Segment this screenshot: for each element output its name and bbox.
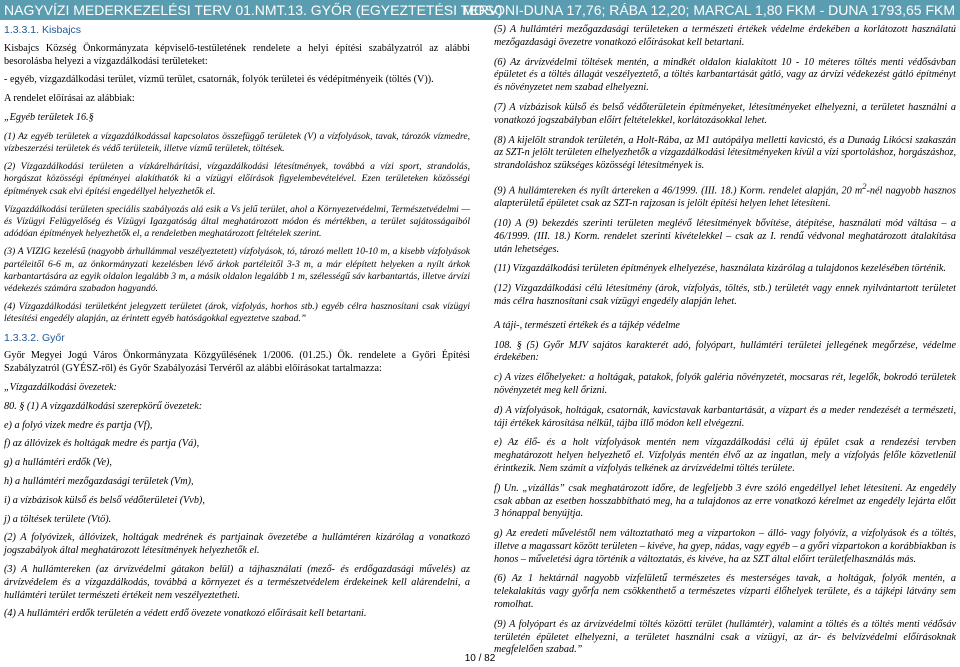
paragraph: (2) Vízgazdálkodási területen a vízkárelhárítási, vízgazdálkodási létesítmények, továbbá a vízi sport, strandolás, horgászat közösségi építményei alakíthatók ki a vízügyi előírások figyelembevételével. Ezen területeken közösségi építmények csak elvi építési engedéllyel helyezhetők el. (4, 161, 470, 197)
paragraph: (8) A kijelölt strandok területén, a Holt-Rába, az M1 autópálya melletti kavicstó, és a Dunaág Likócsi szakaszán az SZT-n jelölt területen elhelyezhetők a vízgazdálkodási létesítményeken kívül a vízi sportoláshoz, horgászáshoz, strandoláshoz szükséges közösségi létesítmények is. (494, 134, 956, 172)
right-column (494, 24, 956, 664)
section-heading-kisbajcs: 1.3.3.1. Kisbajcs (4, 24, 82, 36)
paragraph: Vízgazdálkodási területen speciális szabályozás alá esik a Vs jelű terület, ahol a Környezetvédelmi, Természetvédelmi — és Vízügyi Felügyelőség és Vízügyi Igazgatóság által meghatározott módon és mértékben, a terület sajátosságaiból adódóan építmények helyezhetők el, a rendeletben meghatározott feltételek szerint. (4, 203, 470, 240)
paragraph: „Vízgazdálkodási övezetek: (4, 382, 117, 394)
paragraph: (4) A hullámtéri erdők területén a védett erdő övezete vonatkozó előírásait kell betartani. (4, 608, 367, 620)
paragraph: (5) A hullámtéri mezőgazdasági területeken a természeti értékek védelme érdekében a korlátozott használatú mezőgazdasági övezetre vonatkozó előírásokat kell betartani. (494, 24, 956, 48)
paragraph: Kisbajcs Község Önkormányzata képviselő-testületének rendelete a helyi építési szabályzatról az alábbi besorolásba helyezi a vízgazdálkodási területeket: (4, 42, 470, 67)
paragraph: - egyéb, vízgazdálkodási terület, vízmű terület, csatornák, folyók területei és védépítményeik (töltés (V)). (4, 74, 434, 86)
paragraph: (6) Az 1 hektárnál nagyobb vízfelületű természetes és mesterséges tavak, a holtágak, folyók mentén, a telekalakítás vagy győrfa nem csökkenthető a természetes vízparti élőhelyek területe, és a tájképi látvány sem romolhat. (494, 573, 956, 611)
list-item: h) a hullámtéri mezőgazdasági területek (Vm), (4, 476, 194, 487)
paragraph: g) Az eredeti műveléstől nem változtatható meg a vízpartokon – álló- vagy folyóvíz, a vízfolyások és a töltés, illetve a magassart között területen – kivéve, ha gyep, nádas, vagy egyéb – a győri vízpartokon a korábbiakban is honos – műveletési ágra történik a változtatás, és kivéve, ha az SZT által előírt területfelhasználás más. (494, 528, 957, 565)
paragraph: c) A vizes élőhelyeket: a holtágak, patakok, folyók galéria növényzetét, mocsaras rét, legelők, bokrodó területek növényzetét meg kell őrizni. (494, 372, 956, 396)
paragraph: (3) A VIZIG kezelésű (nagyobb árhullámmal veszélyeztetett) vízfolyások, tó, tározó mellett 10-10 m, a kisebb vízfolyások partéleitől 6-6 m, az önkormányzati kezelésben lévő árkok partéleitől 3-3 m, a már elépített helyeken a nyílt árkok karbantartására az egyik oldalon legalább 3 m, a másik oldalon legalább 1 m, szélességű sáv karbantartás, illetve árvízi védekezés számára szabadon hagyandó. (4, 246, 470, 295)
superscript: 2 (862, 180, 867, 191)
paragraph: (4) Vízgazdálkodási területként jelegyzett területet (árok, vízfolyás, horhos stb.) egyéb célra hasznosítani csak vízügyi létesítési engedély alapján, az érintett egyéb hatóságokkal egyeztetve szabad.” (4, 301, 470, 325)
paragraph: f) Un. „vízállás” csak meghatározott időre, de legfeljebb 3 évre szóló engedéllyel lehet létesíteni. Az engedély csak abban az esetben hosszabbítható meg, ha a tulajdonos az erre vonatkozó kérelmet az engedély lejárta előtt 3 hónappal benyújtja. (494, 482, 956, 520)
list-item: j) a töltések területe (Vtö). (4, 513, 112, 525)
subheading: A táji-, természeti értékek és a tájkép védelme (494, 319, 680, 331)
paragraph-text: (9) A hullámtereken és nyílt ártereken a 46/1999. (III. 18.) Korm. rendelet alapján, 20 m (494, 185, 863, 197)
list-item: e) a folyó vizek medre és partja (Vf), (4, 419, 153, 431)
left-column (4, 24, 470, 627)
paragraph: (3) A hullámtereken (az árvízvédelmi gátakon belül) a tájhasználati (mező- és erdőgazdasági művelés) az árvízvédelem és a vízgazdálkodás, továbbá a környezet és a természetvédelem érdekeinek kell alárendelni, a hullámtéri terület természeti értékeit nem veszélyeztetheti. (4, 563, 470, 601)
paragraph: (12) Vízgazdálkodási célú létesítmény (árok, vízfolyás, töltés, stb.) területét vagy ennek nyilvántartott területet más célra hasznosítani csak vízügyi engedély alapján lehet. (494, 283, 956, 307)
paragraph: „Egyéb területek 16.§ (4, 111, 94, 123)
paragraph (494, 180, 956, 211)
paragraph: A rendelet előírásai az alábbiak: (4, 93, 135, 105)
paragraph: (2) A folyóvizek, állóvizek, holtágak medrének és partjainak övezetébe a hullámtéren kizárólag a vonatkozó jogszabályok által meghatározott létesítmények helyezhetők el. (4, 532, 470, 557)
section-heading-gyor: 1.3.3.2. Győr (4, 331, 65, 344)
page-number: 10 / 82 (464, 653, 496, 664)
paragraph: (1) Az egyéb területek a vízgazdálkodással kapcsolatos összefüggő területek (V) a vízfolyások, tavak, tározók vízmedre, vízbeszerzési területek és védő területeik, illetve vízmű területek, töltések. (4, 130, 470, 154)
paragraph: (10) A (9) bekezdés szerinti területen meglévő létesítmények bővítése, átépítése, használati mód váltása – a 46/1999. (III. 18.) Korm. rendelet szerinti kivételekkel – csak az I. rendű védvonal meghatározott átalakítása után lehetséges. (494, 217, 956, 255)
paragraph: (11) Vízgazdálkodási területen építmények elhelyezése, használata kizárólag a tulajdonos kezelésében történik. (494, 263, 946, 275)
paragraph-text: -nél nagyobb hasznos alapterületű épületet csak az SZT-n rajzosan is jelölt építési helyen lehet létesíteni. (494, 185, 956, 210)
header-river-km: MOSONI-DUNA 17,76; RÁBA 12,20; MARCAL 1,80 FKM - DUNA 1793,65 FKM (462, 2, 955, 18)
paragraph: 80. § (1) A vízgazdálkodási szerepkörű övezetek: (4, 400, 203, 412)
paragraph: d) A vízfolyások, holtágak, csatornák, kavicstavak karbantartását, a vízpart és a meder rendezését a természeti, táji értékek károsítása nélkül, tájba illő módon kell elvégezni. (494, 404, 956, 429)
paragraph: (9) A folyópart és az árvízvédelmi töltés közötti terület (hullámtér), valamint a töltés és a töltés menti védősáv területén épületet elhelyezni, a területet használni csak a vízügyi, az ár- és belvízvédelmi előírásoknak megfelelően szabad.” (494, 618, 956, 656)
paragraph: (6) Az árvízvédelmi töltések mentén, a mindkét oldalon kialakított 10 - 10 méteres töltés menti védősávban épületet és a töltés állagát veszélyeztető, a töltés karbantartását gátló, vagy az árvízi védekezést gátló építményt és növényzetet nem szabad elhelyezni. (494, 56, 956, 94)
header-title: NAGYVÍZI MEDERKEZELÉSI TERV 01.NMT.13. GYŐR (EGYEZTETÉSI TERV) (4, 2, 503, 18)
paragraph: 108. § (5) Győr MJV sajátos karakterét adó, folyópart, hullámtéri területei jellegének megőrzése, védelme érdekében: (494, 339, 956, 364)
paragraph: (7) A vízbázisok külső és belső védőterületein építményeket, létesítményeket elhelyezni, a területet használni a vonatkozó jogszabályban előírt feltételekkel, korlátozásokkal lehet. (494, 101, 956, 126)
list-item: f) az állóvizek és holtágak medre és partja (Vá), (4, 438, 200, 450)
document-header-bar (0, 0, 960, 20)
list-item: i) a vízbázisok külső és belső védőterületei (Vvb), (4, 494, 205, 506)
list-item: g) a hullámtéri erdők (Ve), (4, 457, 112, 469)
paragraph: e) Az élő- és a holt vízfolyások mentén nem vízgazdálkodási célú új épület csak a rendezési tervben meghatározott helyen helyezhető el. Vízfolyás mentén élvő az az ingatlan, mely a vízfolyás felőle közvetlenül érintkezik. Nem számít a vízfolyás telkének az árvízvédelmi töltés területe. (494, 437, 956, 474)
paragraph: Győr Megyei Jogú Város Önkormányzata Közgyűlésének 1/2006. (01.25.) Ök. rendelete a Győri Építési Szabályzatról (GYÉSZ-ről) és Győr Szabályozási Tervéről az alábbi előírásokat tartalmazza: (4, 350, 470, 375)
